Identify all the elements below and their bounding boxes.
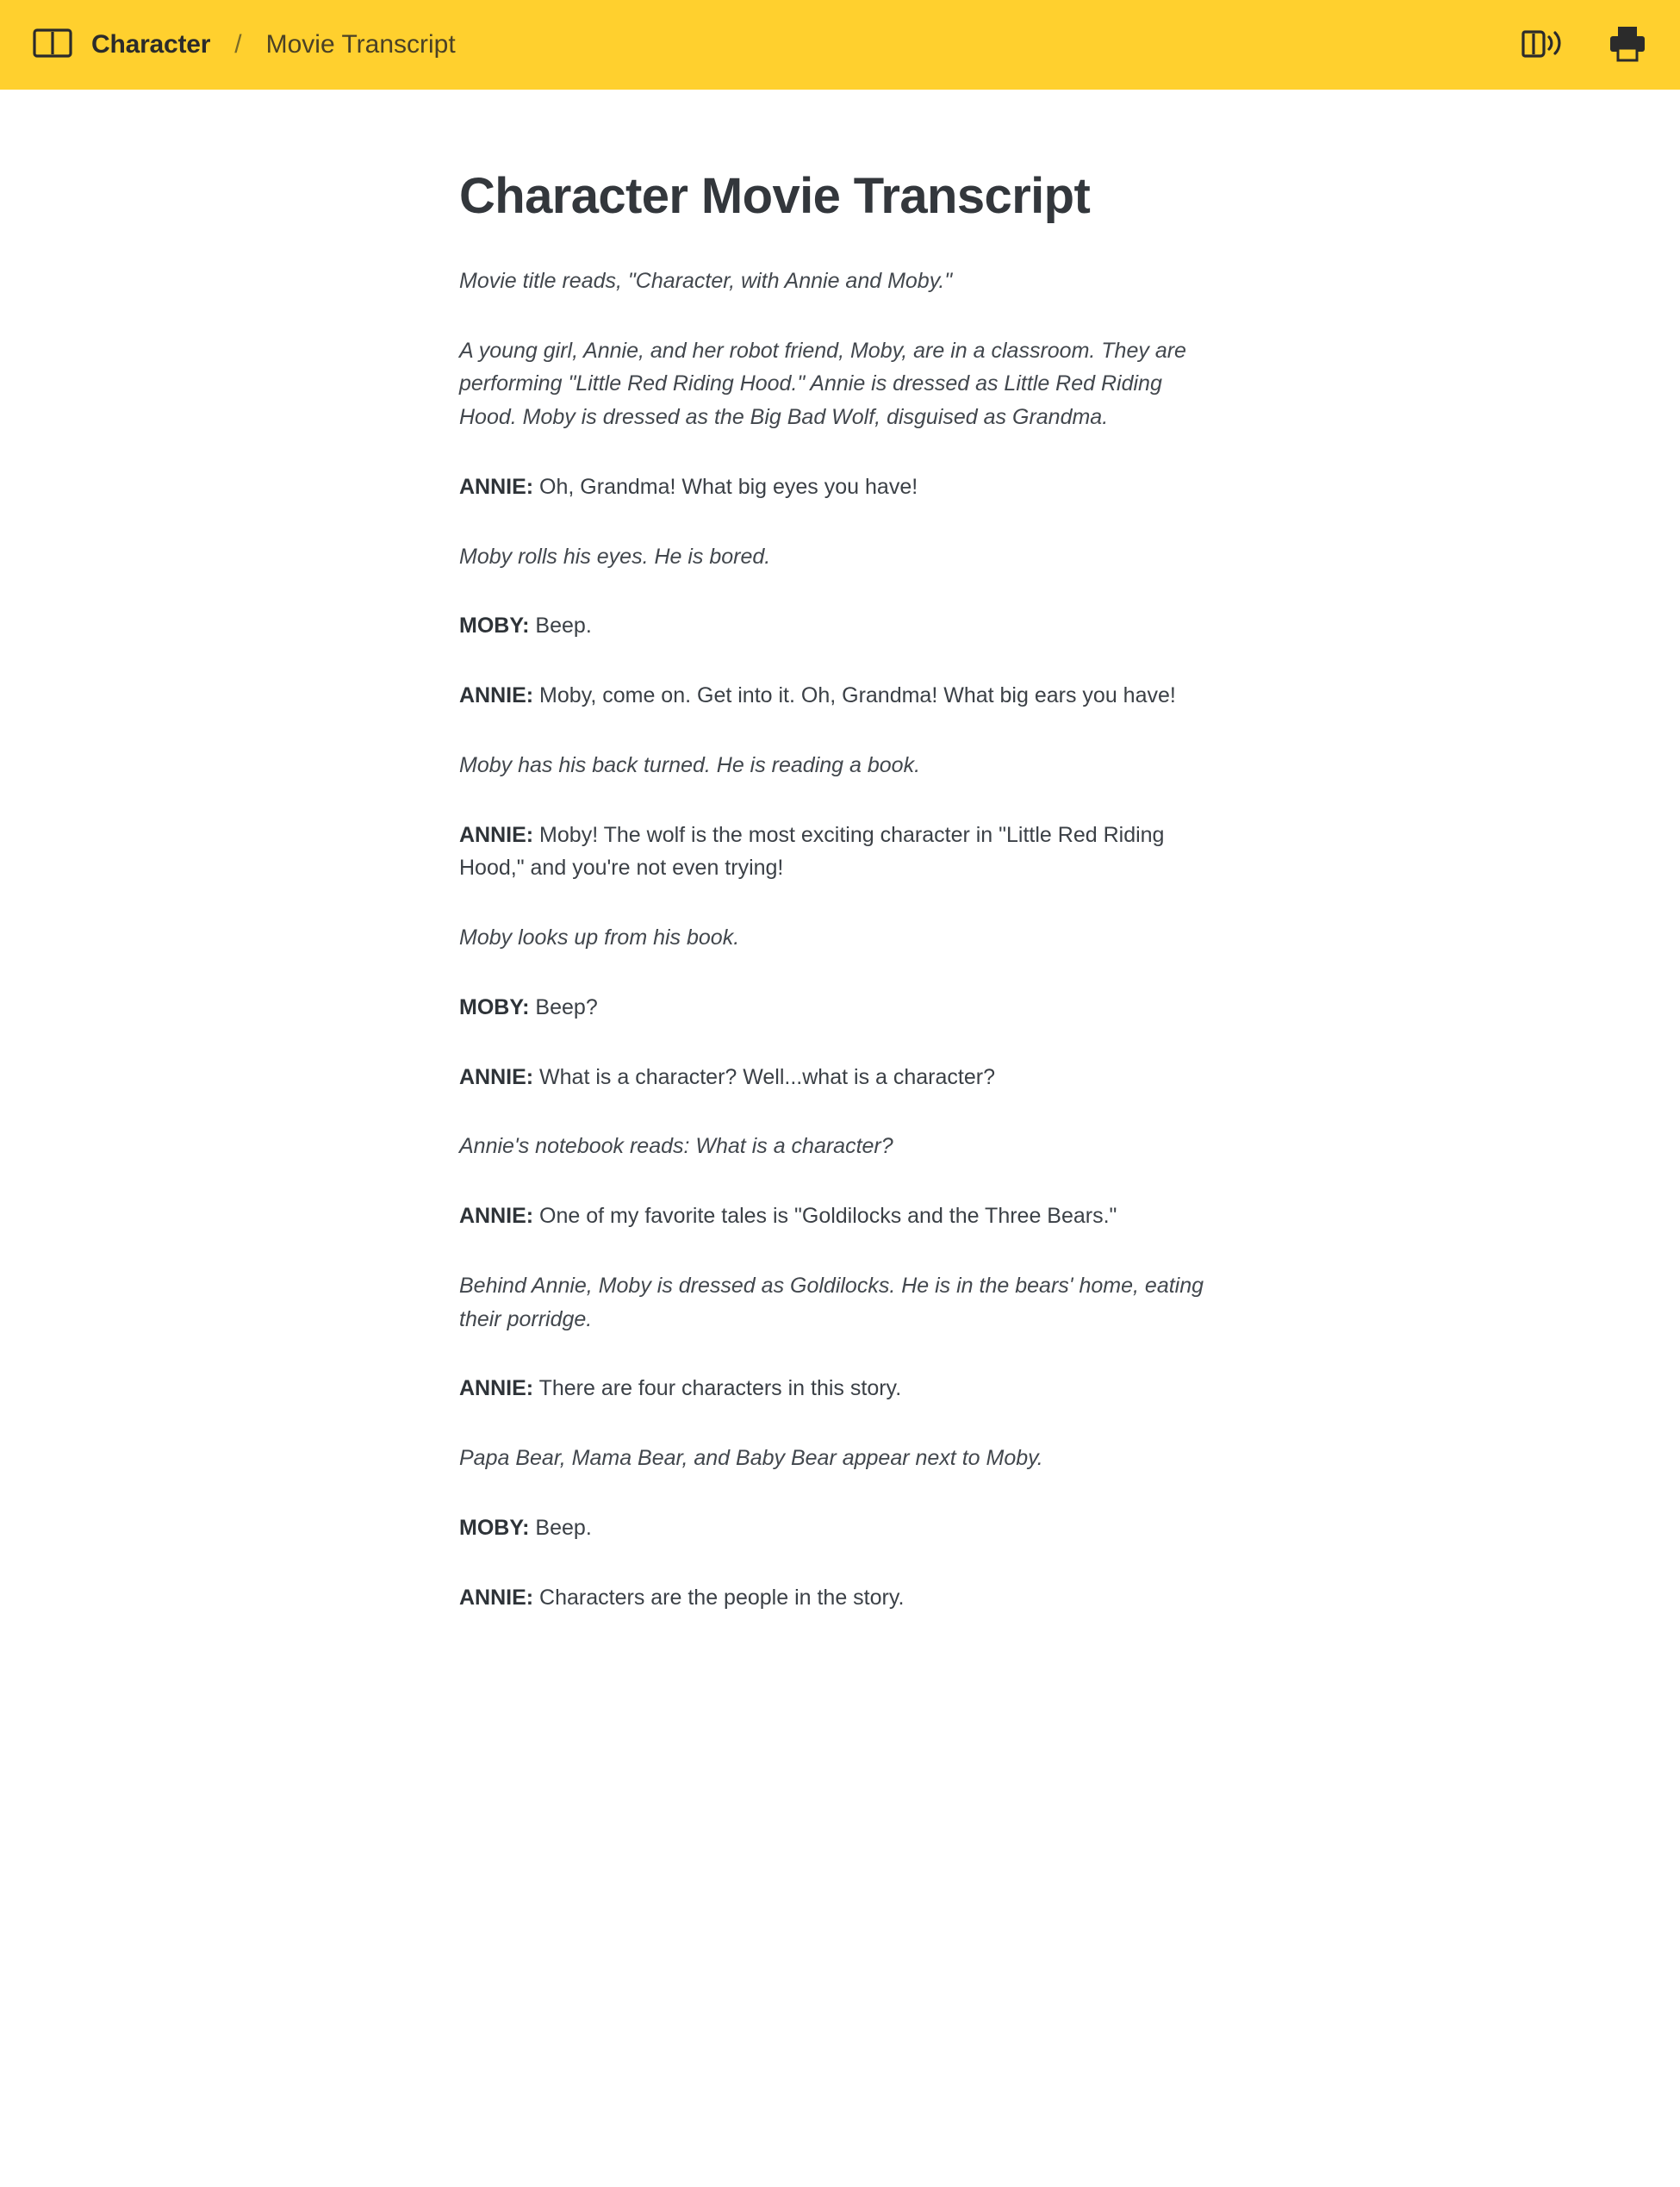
dialogue-text: Beep. (529, 614, 592, 639)
page-title: Character Movie Transcript (459, 168, 1091, 224)
dialogue-text: Moby! The wolf is the most exciting character in "Little Red Riding Hood," and you're not even trying! (459, 822, 1165, 881)
dialogue-line (459, 1061, 1221, 1094)
dialogue-text: One of my favorite tales is "Goldilocks and the Three Bears." (533, 1204, 1117, 1229)
dialogue-text: Oh, Grandma! What big eyes you have! (533, 474, 918, 499)
dialogue-line (459, 679, 1221, 713)
speaker-label: ANNIE: (459, 474, 534, 499)
dialogue-text: There are four characters in this story. (533, 1376, 902, 1401)
speaker-label: ANNIE: (459, 1064, 534, 1089)
dialogue-line (459, 609, 1221, 643)
book-icon (33, 26, 72, 65)
dialogue-line (459, 991, 1221, 1025)
transcript-body (459, 265, 1221, 1615)
breadcrumb-separator: / (234, 30, 242, 59)
dialogue-line (459, 1511, 1221, 1545)
dialogue-text: Moby, come on. Get into it. Oh, Grandma! What big ears you have! (533, 683, 1176, 708)
dialogue-line (459, 1372, 1221, 1405)
stage-direction: Papa Bear, Mama Bear, and Baby Bear appear next to Moby. (459, 1446, 1043, 1471)
dialogue-line (459, 470, 1221, 504)
stage-direction: Movie title reads, "Character, with Annie and Moby." (459, 268, 953, 293)
dialogue-text: Beep? (529, 994, 598, 1019)
breadcrumb-current: Movie Transcript (265, 30, 456, 59)
dialogue-text: Beep. (529, 1515, 592, 1540)
speaker-label: MOBY: (459, 614, 530, 639)
speaker-label: ANNIE: (459, 1204, 534, 1229)
dialogue-line (459, 819, 1221, 886)
dialogue-line (459, 1581, 1221, 1615)
dialogue-text: What is a character? Well...what is a character? (533, 1064, 995, 1089)
breadcrumb-main[interactable]: Character (91, 30, 211, 59)
speaker-label: ANNIE: (459, 822, 534, 847)
read-aloud-icon[interactable] (1521, 25, 1568, 65)
speaker-label: MOBY: (459, 994, 530, 1019)
stage-direction: A young girl, Annie, and her robot friend, Moby, are in a classroom. They are performing "Little Red Riding Hood." Annie is dressed as Little Red Riding Hood. Moby is dressed as the Big Bad Wolf, disguised as Grandma. (459, 338, 1186, 430)
breadcrumb (33, 26, 456, 65)
stage-direction: Moby looks up from his book. (459, 925, 740, 950)
stage-direction: Behind Annie, Moby is dressed as Goldilocks. He is in the bears' home, eating their porridge. (459, 1273, 1204, 1331)
dialogue-text: Characters are the people in the story. (533, 1585, 905, 1610)
speaker-label: ANNIE: (459, 1376, 534, 1401)
dialogue-line (459, 1199, 1221, 1233)
top-bar-actions (1521, 24, 1647, 66)
stage-direction: Moby rolls his eyes. He is bored. (459, 544, 771, 569)
transcript-page (0, 90, 1680, 1702)
speaker-label: ANNIE: (459, 1585, 534, 1610)
speaker-label: MOBY: (459, 1515, 530, 1540)
top-bar (0, 0, 1680, 90)
speaker-label: ANNIE: (459, 683, 534, 708)
print-icon[interactable] (1608, 24, 1647, 66)
stage-direction: Annie's notebook reads: What is a character? (459, 1134, 893, 1159)
stage-direction: Moby has his back turned. He is reading a book. (459, 752, 921, 777)
